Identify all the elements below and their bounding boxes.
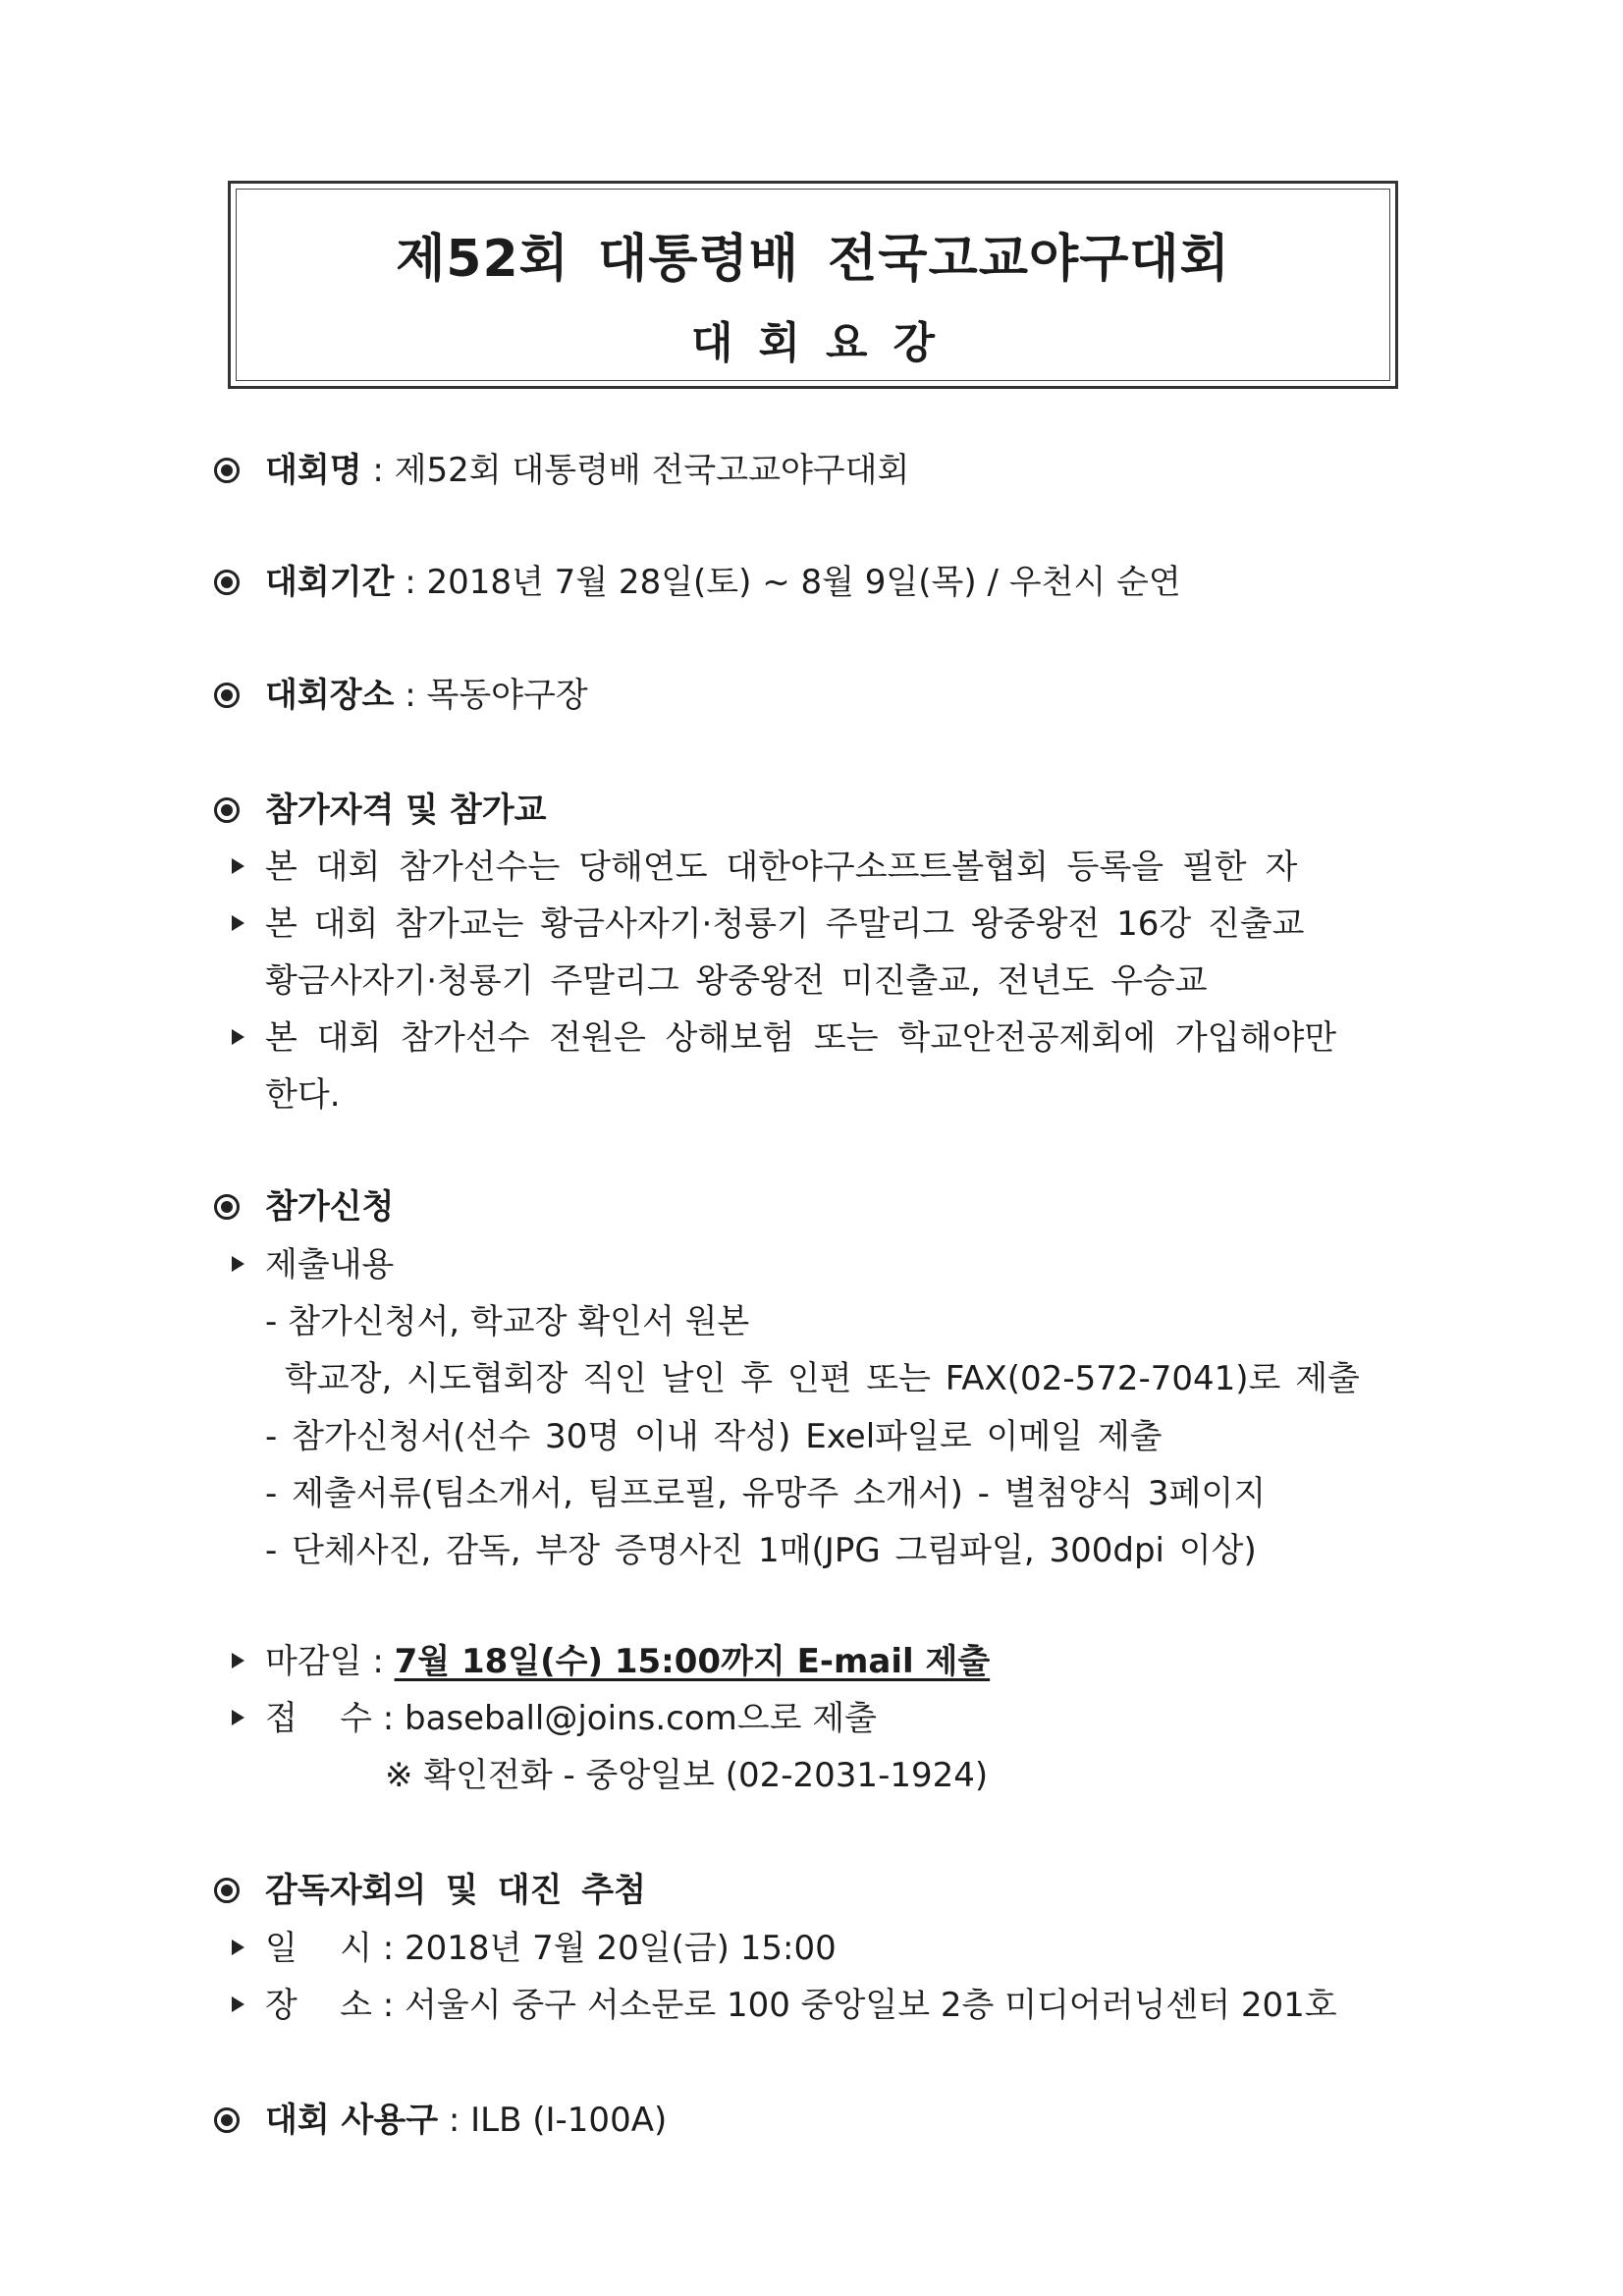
section-venue [265,676,588,715]
section-application-label: 참가신청 [265,1187,395,1227]
section-value: ILB (I-100A) [470,2101,668,2140]
section-eligibility-label: 참가자격 및 참가교 [265,791,547,830]
triangle-right-icon [232,1029,244,1045]
meeting-time-value: 2018년 7월 20일(금) 15:00 [405,1929,837,1968]
separator: : [438,2101,471,2140]
triangle-right-icon [232,858,244,874]
eligibility-item-continuation: 황금사자기·청룡기 주말리그 왕중왕전 미진출교, 전년도 우승교 [265,961,1208,1001]
triangle-right-icon [232,1710,244,1725]
eligibility-item: 본 대회 참가교는 황금사자기·청룡기 주말리그 왕중왕전 16강 진출교 [265,904,1305,944]
separator: : [394,676,427,715]
submit-item: - 참가신청서(선수 30명 이내 작성) Exel파일로 이메일 제출 [265,1417,1163,1456]
receipt-value: baseball@joins.com으로 제출 [405,1699,877,1738]
deadline-value: 7월 18일(수) 15:00까지 E-mail 제출 [394,1642,991,1681]
section-bullet-icon [214,1194,240,1220]
triangle-right-icon [232,1256,244,1272]
receipt-label: 접 수 : [265,1699,405,1738]
section-bullet-icon [214,2107,240,2133]
section-label: 대회명 [265,451,362,490]
section-period [265,563,1181,602]
eligibility-item-continuation: 한다. [265,1075,341,1115]
section-name [265,451,910,490]
submit-item: - 제출서류(팀소개서, 팀프로필, 유망주 소개서) - 별첨양식 3페이지 [265,1474,1267,1513]
title-box [228,181,1398,389]
section-bullet-icon [214,683,240,708]
document-title: 제52회 대통령배 전국고교야구대회 [396,230,1230,289]
meeting-place-value: 서울시 중구 서소문로 100 중앙일보 2층 미디어러닝센터 201호 [405,1986,1337,2025]
meeting-time-label: 일 시 : [265,1929,405,1968]
section-value: 2018년 7월 28일(토) ~ 8월 9일(목) / 우천시 순연 [426,563,1181,602]
section-ball [265,2101,668,2140]
section-bullet-icon [214,797,240,823]
meeting-place [265,1986,1337,2025]
deadline-label: 마감일 : [265,1642,395,1681]
section-bullet-icon [214,570,240,595]
meeting-place-label: 장 소 : [265,1986,405,2025]
triangle-right-icon [232,1653,244,1668]
separator: : [394,563,427,602]
document-subtitle: 대회요강 [690,318,960,368]
submit-item: - 참가신청서, 학교장 확인서 원본 [265,1302,750,1341]
section-label: 대회기간 [265,563,395,602]
section-value: 제52회 대통령배 전국고교야구대회 [394,451,910,490]
section-meeting-label: 감독자회의 및 대진 추첨 [265,1871,646,1910]
triangle-right-icon [232,1940,244,1955]
section-label: 대회장소 [265,676,395,715]
section-label: 대회 사용구 [265,2101,439,2140]
submit-heading: 제출내용 [265,1245,395,1285]
triangle-right-icon [232,1996,244,2012]
submit-item: - 단체사진, 감독, 부장 증명사진 1매(JPG 그림파일, 300dpi 이상) [265,1531,1257,1570]
receipt [265,1699,877,1738]
section-bullet-icon [214,1878,240,1903]
submit-item-continuation: 학교장, 시도협회장 직인 날인 후 인편 또는 FAX(02-572-7041)로 제출 [285,1359,1360,1398]
contact-note: ※ 확인전화 - 중앙일보 (02-2031-1924) [385,1756,989,1795]
section-bullet-icon [214,458,240,483]
eligibility-item: 본 대회 참가선수는 당해연도 대한야구소프트볼협회 등록을 필한 자 [265,847,1298,887]
section-value: 목동야구장 [426,676,588,715]
eligibility-item: 본 대회 참가선수 전원은 상해보험 또는 학교안전공제회에 가입해야만 [265,1018,1337,1058]
meeting-time [265,1929,837,1968]
triangle-right-icon [232,915,244,931]
deadline [265,1642,991,1681]
separator: : [361,451,395,490]
